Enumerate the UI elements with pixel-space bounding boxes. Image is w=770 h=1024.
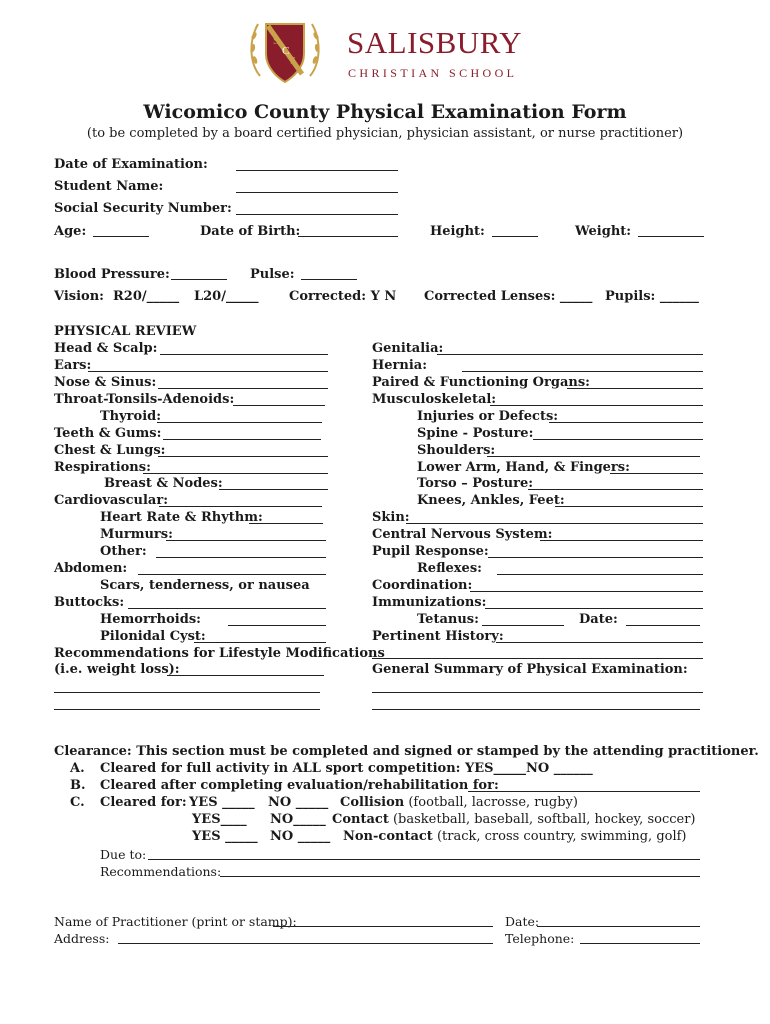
- noncontact-desc: (track, cross country, swimming, golf): [436, 829, 687, 844]
- recommendations-field[interactable]: [220, 876, 700, 877]
- review-field[interactable]: [138, 574, 326, 575]
- date-exam-label: Date of Examination:: [54, 157, 208, 172]
- form-subtitle: (to be completed by a board certified physician, physician assistant, or nurse practitioner): [86, 126, 684, 141]
- review-field[interactable]: [533, 439, 703, 440]
- collision-yes-field[interactable]: YES _____: [189, 795, 255, 810]
- review-field[interactable]: [490, 405, 703, 406]
- review-field[interactable]: [406, 523, 703, 524]
- review-field[interactable]: [158, 456, 328, 457]
- review-field[interactable]: [128, 608, 326, 609]
- review-item-spine: Spine - Posture:: [417, 426, 534, 441]
- review-item-buttocks: Buttocks:: [54, 595, 125, 610]
- weight-label: Weight:: [575, 224, 632, 239]
- review-item-pupil-response: Pupil Response:: [372, 544, 489, 559]
- review-field[interactable]: [372, 692, 703, 693]
- review-item-cns: Central Nervous System:: [372, 527, 553, 542]
- review-item-heart-rate: Heart Rate & Rhythm:: [100, 510, 263, 525]
- height-field[interactable]: [492, 236, 538, 237]
- review-item-breast: Breast & Nodes:: [104, 476, 223, 491]
- contact-label: Contact: [332, 812, 389, 827]
- review-field[interactable]: [528, 489, 703, 490]
- svg-text:S: S: [273, 35, 280, 47]
- vision-label: Vision:: [54, 289, 104, 304]
- review-field[interactable]: [219, 489, 328, 490]
- review-item-reflexes: Reflexes:: [417, 561, 482, 576]
- review-field[interactable]: [555, 506, 703, 507]
- crest-icon: [246, 12, 324, 88]
- review-item-hernia: Hernia:: [372, 358, 428, 373]
- review-field[interactable]: [488, 557, 703, 558]
- collision-label: Collision: [340, 795, 405, 810]
- review-field[interactable]: [470, 591, 703, 592]
- review-item-organs: Paired & Functioning Organs:: [372, 375, 590, 390]
- review-field[interactable]: [158, 388, 328, 389]
- footer-date-field[interactable]: [537, 926, 700, 927]
- review-field[interactable]: [549, 422, 703, 423]
- review-field[interactable]: [372, 709, 700, 710]
- footer-date-label: Date:: [505, 914, 540, 929]
- review-item-recommendations: Recommendations for Lifestyle Modifications: [54, 646, 385, 661]
- review-field[interactable]: [166, 540, 326, 541]
- clearance-b-field[interactable]: [468, 791, 700, 792]
- clearance-b-letter: B.: [70, 778, 86, 793]
- review-field[interactable]: [163, 439, 321, 440]
- review-item-genitalia: Genitalia:: [372, 341, 444, 356]
- review-field[interactable]: [497, 574, 703, 575]
- review-item-knees: Knees, Ankles, Feet:: [417, 493, 565, 508]
- review-field[interactable]: [626, 625, 700, 626]
- review-item-pertinent-history: Pertinent History:: [372, 629, 504, 644]
- height-label: Height:: [430, 224, 485, 239]
- review-item-murmurs: Murmurs:: [100, 527, 173, 542]
- pulse-label: Pulse:: [250, 267, 295, 282]
- review-item-cardio: Cardiovascular:: [54, 493, 168, 508]
- review-field[interactable]: [54, 692, 320, 693]
- review-field[interactable]: [167, 675, 324, 676]
- corrected-lenses-field[interactable]: Corrected Lenses: _____: [424, 289, 593, 304]
- review-field[interactable]: [610, 473, 703, 474]
- clearance-b-text: Cleared after completing evaluation/rehabilitation for:: [100, 778, 499, 793]
- due-to-label: Due to:: [100, 847, 147, 862]
- review-item-throat: Throat-Tonsils-Adenoids:: [54, 392, 235, 407]
- school-subtitle: CHRISTIAN SCHOOL: [348, 66, 518, 80]
- review-field[interactable]: [567, 388, 703, 389]
- review-field[interactable]: [54, 709, 320, 710]
- review-item-musculoskeletal: Musculoskeletal:: [372, 392, 497, 407]
- review-field[interactable]: [233, 405, 325, 406]
- review-item-immunizations: Immunizations:: [372, 595, 487, 610]
- age-field[interactable]: [93, 236, 149, 237]
- clearance-c-text: Cleared for:: [100, 795, 187, 810]
- review-field[interactable]: [249, 523, 323, 524]
- review-field[interactable]: [194, 642, 326, 643]
- recommendations-label: Recommendations:: [100, 864, 222, 879]
- practitioner-field[interactable]: [273, 926, 493, 927]
- telephone-label: Telephone:: [505, 931, 575, 946]
- corrected-label: Corrected: Y N: [289, 289, 397, 304]
- review-item-hemorrhoids: Hemorrhoids:: [100, 612, 201, 627]
- review-item-torso: Torso – Posture:: [417, 476, 534, 491]
- noncontact-yes-field[interactable]: YES _____: [192, 829, 258, 844]
- review-item-skin: Skin:: [372, 510, 410, 525]
- form-title: Wicomico County Physical Examination Form: [143, 101, 627, 123]
- review-item-nose: Nose & Sinus:: [54, 375, 157, 390]
- review-item-scars: Scars, tenderness, or nausea: [100, 578, 310, 593]
- review-field[interactable]: [485, 608, 703, 609]
- contact-no-field[interactable]: NO_____: [270, 812, 326, 827]
- address-label: Address:: [54, 931, 110, 946]
- pupils-field[interactable]: Pupils: ______: [605, 289, 699, 304]
- review-field[interactable]: [160, 354, 328, 355]
- review-field[interactable]: [372, 658, 703, 659]
- due-to-field[interactable]: [148, 859, 700, 860]
- review-field[interactable]: [496, 642, 703, 643]
- vision-r20-field[interactable]: R20/_____: [113, 289, 180, 304]
- review-field[interactable]: [156, 557, 326, 558]
- review-item-injuries: Injuries or Defects:: [417, 409, 559, 424]
- collision-no-field[interactable]: NO _____: [268, 795, 329, 810]
- review-item-teeth: Teeth & Gums:: [54, 426, 162, 441]
- review-item-thyroid: Thyroid:: [100, 409, 162, 424]
- review-item-weight-loss: (i.e. weight loss):: [54, 662, 180, 677]
- review-item-other: Other:: [100, 544, 147, 559]
- contact-desc: (basketball, baseball, softball, hockey, soccer): [392, 812, 696, 827]
- review-field[interactable]: [462, 371, 703, 372]
- ssn-label: Social Security Number:: [54, 201, 232, 216]
- review-item-coordination: Coordination:: [372, 578, 473, 593]
- review-field[interactable]: [540, 540, 703, 541]
- ssn-field[interactable]: [236, 214, 398, 215]
- review-field[interactable]: [88, 371, 328, 372]
- general-summary-label: General Summary of Physical Examination:: [372, 662, 688, 677]
- review-item-abdomen: Abdomen:: [54, 561, 128, 576]
- vision-l20-field[interactable]: L20/_____: [194, 289, 259, 304]
- review-item-head-scalp: Head & Scalp:: [54, 341, 158, 356]
- address-field[interactable]: [118, 943, 493, 944]
- collision-desc: (football, lacrosse, rugby): [408, 795, 578, 810]
- svg-text:S: S: [290, 55, 297, 67]
- review-field[interactable]: [159, 506, 322, 507]
- clearance-a-text[interactable]: Cleared for full activity in ALL sport competition: YES_____NO ______: [100, 761, 593, 776]
- review-item-tetanus: Tetanus:: [417, 612, 479, 627]
- noncontact-no-field[interactable]: NO _____: [270, 829, 331, 844]
- review-item-ears: Ears:: [54, 358, 92, 373]
- contact-yes-field[interactable]: YES____: [192, 812, 247, 827]
- collision-row: [340, 795, 578, 810]
- student-name-label: Student Name:: [54, 179, 164, 194]
- clearance-a-letter: A.: [70, 761, 85, 776]
- review-field[interactable]: [143, 473, 328, 474]
- review-field[interactable]: [157, 422, 322, 423]
- review-field[interactable]: [482, 625, 564, 626]
- review-item-shoulders: Shoulders:: [417, 443, 496, 458]
- pulse-field[interactable]: [301, 279, 357, 280]
- review-field[interactable]: [487, 456, 700, 457]
- review-field[interactable]: [228, 625, 326, 626]
- dob-field[interactable]: [298, 236, 398, 237]
- practitioner-label: Name of Practitioner (print or stamp):: [54, 914, 297, 929]
- noncontact-row: [343, 829, 687, 844]
- age-label: Age:: [54, 224, 87, 239]
- telephone-field[interactable]: [580, 943, 700, 944]
- svg-text:C: C: [282, 45, 290, 57]
- student-name-field[interactable]: [236, 192, 398, 193]
- bp-field[interactable]: [171, 279, 227, 280]
- contact-row: [332, 812, 695, 827]
- review-item-tetanus-date: Date:: [579, 612, 618, 627]
- bp-label: Blood Pressure:: [54, 267, 170, 282]
- noncontact-label: Non-contact: [343, 829, 433, 844]
- physical-review-heading: PHYSICAL REVIEW: [54, 324, 197, 339]
- school-name: SALISBURY: [347, 25, 523, 60]
- clearance-heading: Clearance: This section must be completed and signed or stamped by the attending practitioner.: [54, 744, 759, 759]
- review-item-chest: Chest & Lungs:: [54, 443, 166, 458]
- date-exam-field[interactable]: [236, 170, 398, 171]
- weight-field[interactable]: [638, 236, 704, 237]
- review-item-respirations: Respirations:: [54, 460, 151, 475]
- review-field[interactable]: [437, 354, 703, 355]
- dob-label: Date of Birth:: [200, 224, 301, 239]
- review-item-pilonidal: Pilonidal Cyst:: [100, 629, 206, 644]
- review-item-lower-arm: Lower Arm, Hand, & Fingers:: [417, 460, 630, 475]
- clearance-c-letter: C.: [70, 795, 85, 810]
